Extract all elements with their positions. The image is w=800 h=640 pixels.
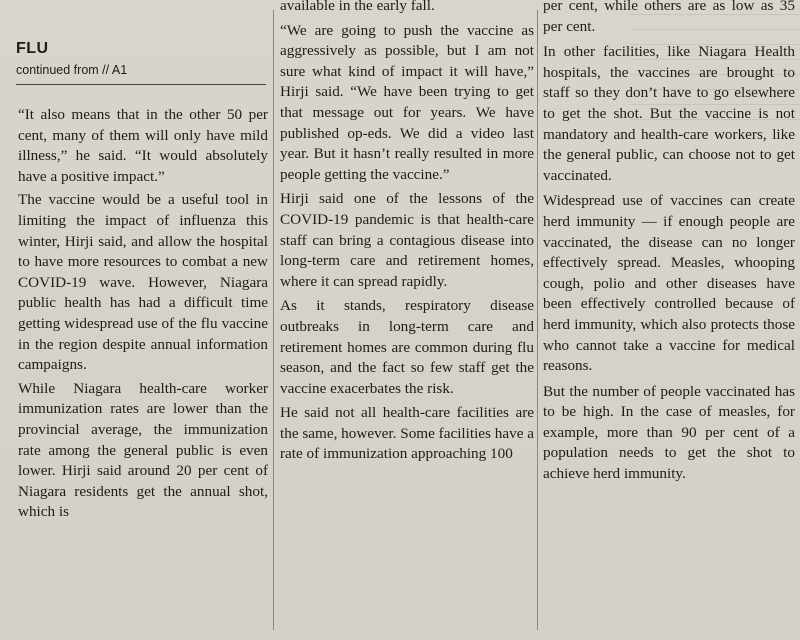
paragraph: While Niagara health-care worker immunization rates are lower than the provincial average, the immunization rate among the general public is even lower. Hirji said around 20 per cent of Niagara residents get the annual shot, which is	[18, 379, 268, 521]
paragraph: The vaccine would be a useful tool in limiting the impact of influenza this winter, Hirji said, and allow the hospital to have more resources to combat a new COVID-19 wave. However, Niagara public health has had a difficult time getting widespread use of the flu vaccine in the region despite annual information campaigns.	[18, 191, 268, 374]
article-column-1	[6, 0, 268, 640]
article-column-3	[541, 0, 795, 640]
paragraph: per cent, while others are as low as 35 per cent.	[543, 0, 795, 35]
paragraph: But the number of people vaccinated has to be high. In the case of measles, for example, more than 90 per cent of a population needs to get the shot to achieve herd immunity.	[543, 382, 795, 483]
paragraph: In other facilities, like Niagara Health hospitals, the vaccines are brought to staff so they don’t have to go elsewhere to get the shot. But the vaccine is not mandatory and health-care workers, like the general public, can choose not to get vaccinated.	[543, 43, 795, 184]
continued-from-label: continued from // A1	[16, 63, 128, 77]
paragraph: He said not all health-care facilities are the same, however. Some facilities have a rate of immunization approaching 100	[280, 404, 534, 463]
paragraph: As it stands, respiratory disease outbreaks in long-term care and retirement homes are common during flu season, and the fact so few staff get the vaccine exacerbates the risk.	[280, 297, 534, 397]
paragraph: “It also means that in the other 50 per cent, many of them will only have mild illness,” he said. “It would absolutely have a positive impact.”	[18, 106, 268, 185]
column-rule	[537, 10, 538, 630]
paragraph: available in the early fall.	[280, 0, 435, 14]
paragraph: “We are going to push the vaccine as aggressively as possible, but I am not sure what kind of impact it will have,” Hirji said. “We have been trying to get that message out for years. We have published op-eds. We did a video last year. But it hasn’t really resulted in more people getting the vaccine.”	[280, 21, 534, 183]
article-column-2	[280, 0, 534, 640]
paragraph: Widespread use of vaccines can create herd immunity — if enough people are vaccinated, the disease can no longer effectively spread. Measles, whooping cough, polio and other diseases have been effectively controlled because of herd immunity, which also protects those who cannot take a vaccine for medical reasons.	[543, 192, 795, 375]
section-slug: FLU	[16, 40, 49, 57]
paragraph: Hirji said one of the lessons of the COVID-19 pandemic is that health-care staff can bring a contagious disease into long-term care and retirement homes, where it can spread rapidly.	[280, 190, 534, 290]
header-divider	[16, 84, 266, 85]
column-rule	[273, 10, 274, 630]
